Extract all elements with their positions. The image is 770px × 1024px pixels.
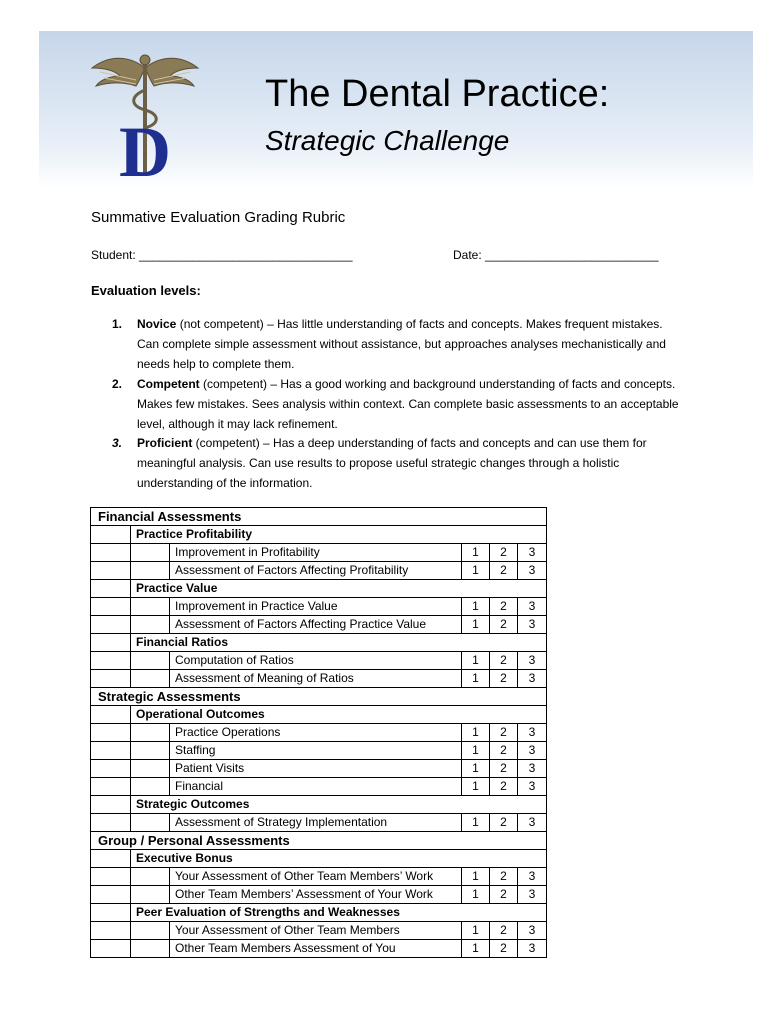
category-label: Financial Assessments [91,508,547,526]
criterion-label: Patient Visits [170,760,462,778]
table-row [91,778,547,796]
score-option[interactable]: 2 [490,778,518,796]
indent-cell [131,814,170,832]
level-number: 1. [112,317,123,331]
score-option[interactable]: 1 [462,778,490,796]
indent-cell [91,742,131,760]
score-option[interactable]: 3 [518,598,547,616]
table-row [91,598,547,616]
indent-cell [131,940,170,958]
indent-cell [131,724,170,742]
category-label: Strategic Assessments [91,688,547,706]
score-option[interactable]: 2 [490,598,518,616]
indent-cell [91,526,131,544]
indent-cell [91,670,131,688]
table-row [91,616,547,634]
indent-cell [91,814,131,832]
subcategory-row [91,796,547,814]
page-title: The Dental Practice: [265,73,610,115]
subcategory-row [91,850,547,868]
criterion-label: Assessment of Strategy Implementation [170,814,462,832]
student-field[interactable]: Student: ________________________________ [91,248,353,262]
category-row [91,832,547,850]
indent-cell [91,724,131,742]
indent-cell [91,778,131,796]
level-item [112,374,682,434]
indent-cell [131,778,170,796]
criterion-label: Financial [170,778,462,796]
criterion-label: Assessment of Factors Affecting Profitability [170,562,462,580]
subcategory-label: Financial Ratios [131,634,547,652]
indent-cell [91,616,131,634]
level-description: (not competent) – Has little understanding of facts and concepts. Makes frequent mistakes. Can complete simple assessment without assistance, but approaches analyses mechanistically and needs help to complete them. [137,317,666,371]
table-row [91,922,547,940]
score-option[interactable]: 3 [518,544,547,562]
criterion-label: Computation of Ratios [170,652,462,670]
score-option[interactable]: 2 [490,940,518,958]
score-option[interactable]: 3 [518,868,547,886]
indent-cell [91,598,131,616]
category-label: Group / Personal Assessments [91,832,547,850]
criterion-label: Improvement in Practice Value [170,598,462,616]
criterion-label: Your Assessment of Other Team Members [170,922,462,940]
subcategory-label: Practice Profitability [131,526,547,544]
subcategory-label: Practice Value [131,580,547,598]
score-option[interactable]: 1 [462,886,490,904]
score-option[interactable]: 1 [462,652,490,670]
indent-cell [91,544,131,562]
table-row [91,562,547,580]
subcategory-label: Strategic Outcomes [131,796,547,814]
score-option[interactable]: 1 [462,868,490,886]
indent-cell [131,544,170,562]
score-option[interactable]: 2 [490,922,518,940]
criterion-label: Assessment of Meaning of Ratios [170,670,462,688]
indent-cell [131,922,170,940]
level-name: Proficient [137,436,193,450]
grading-rubric-table [90,507,547,958]
table-row [91,940,547,958]
table-row [91,868,547,886]
criterion-label: Practice Operations [170,724,462,742]
score-option[interactable]: 1 [462,814,490,832]
score-option[interactable]: 2 [490,760,518,778]
indent-cell [91,886,131,904]
score-option[interactable]: 2 [490,868,518,886]
score-option[interactable]: 1 [462,922,490,940]
evaluation-levels-heading: Evaluation levels: [91,283,201,298]
level-number: 3. [112,436,123,450]
level-item [112,433,682,493]
category-row [91,688,547,706]
score-option[interactable]: 1 [462,940,490,958]
criterion-label: Staffing [170,742,462,760]
level-name: Novice [137,317,177,331]
score-option[interactable]: 1 [462,670,490,688]
score-option[interactable]: 3 [518,562,547,580]
score-option[interactable]: 3 [518,742,547,760]
score-option[interactable]: 1 [462,724,490,742]
indent-cell [91,940,131,958]
level-description: (competent) – Has a deep understanding of facts and concepts and can use them for meaningful analysis. Can use results to propose useful strategic changes through a holistic understanding of the information. [137,436,647,490]
table-row [91,886,547,904]
score-option[interactable]: 3 [518,778,547,796]
score-option[interactable]: 3 [518,922,547,940]
level-description: (competent) – Has a good working and background understanding of facts and concepts. Makes few mistakes. Sees analysis within context. Can complete basic assessments to an acceptable level, although it may lack refinement. [137,377,679,431]
indent-cell [131,562,170,580]
score-option[interactable]: 1 [462,598,490,616]
indent-cell [91,904,131,922]
caduceus-logo [90,46,200,182]
score-option[interactable]: 3 [518,724,547,742]
criterion-label: Other Team Members’ Assessment of Your Work [170,886,462,904]
subcategory-row [91,634,547,652]
indent-cell [131,760,170,778]
rubric-heading: Summative Evaluation Grading Rubric [91,209,346,226]
score-option[interactable]: 2 [490,742,518,760]
logo-letter: D [119,112,171,182]
table-row [91,670,547,688]
table-row [91,760,547,778]
subcategory-row [91,904,547,922]
indent-cell [91,652,131,670]
score-option[interactable]: 3 [518,616,547,634]
level-item [112,314,682,374]
indent-cell [131,868,170,886]
score-option[interactable]: 1 [462,742,490,760]
table-row [91,742,547,760]
table-row [91,814,547,832]
table-row [91,724,547,742]
subcategory-row [91,526,547,544]
indent-cell [91,796,131,814]
score-option[interactable]: 3 [518,652,547,670]
score-option[interactable]: 1 [462,544,490,562]
indent-cell [91,868,131,886]
category-row [91,508,547,526]
criterion-label: Assessment of Factors Affecting Practice Value [170,616,462,634]
score-option[interactable]: 2 [490,670,518,688]
table-row [91,544,547,562]
score-option[interactable]: 2 [490,562,518,580]
score-option[interactable]: 3 [518,670,547,688]
indent-cell [131,670,170,688]
indent-cell [91,580,131,598]
score-option[interactable]: 3 [518,940,547,958]
table-row [91,652,547,670]
score-option[interactable]: 2 [490,724,518,742]
indent-cell [131,742,170,760]
indent-cell [91,922,131,940]
criterion-label: Improvement in Profitability [170,544,462,562]
score-option[interactable]: 2 [490,652,518,670]
indent-cell [131,598,170,616]
indent-cell [91,850,131,868]
score-option[interactable]: 2 [490,616,518,634]
score-option[interactable]: 2 [490,814,518,832]
subcategory-label: Executive Bonus [131,850,547,868]
score-option[interactable]: 2 [490,886,518,904]
indent-cell [131,886,170,904]
score-option[interactable]: 3 [518,886,547,904]
subcategory-row [91,706,547,724]
page-subtitle: Strategic Challenge [265,125,510,156]
score-option[interactable]: 1 [462,760,490,778]
score-option[interactable]: 1 [462,616,490,634]
level-name: Competent [137,377,200,391]
date-field[interactable]: Date: __________________________ [453,248,659,262]
score-option[interactable]: 2 [490,544,518,562]
indent-cell [91,706,131,724]
criterion-label: Your Assessment of Other Team Members’ Work [170,868,462,886]
subcategory-row [91,580,547,598]
indent-cell [131,616,170,634]
indent-cell [91,562,131,580]
score-option[interactable]: 3 [518,760,547,778]
criterion-label: Other Team Members Assessment of You [170,940,462,958]
indent-cell [131,652,170,670]
subcategory-label: Peer Evaluation of Strengths and Weaknesses [131,904,547,922]
indent-cell [91,760,131,778]
score-option[interactable]: 1 [462,562,490,580]
level-number: 2. [112,377,123,391]
score-option[interactable]: 3 [518,814,547,832]
subcategory-label: Operational Outcomes [131,706,547,724]
indent-cell [91,634,131,652]
